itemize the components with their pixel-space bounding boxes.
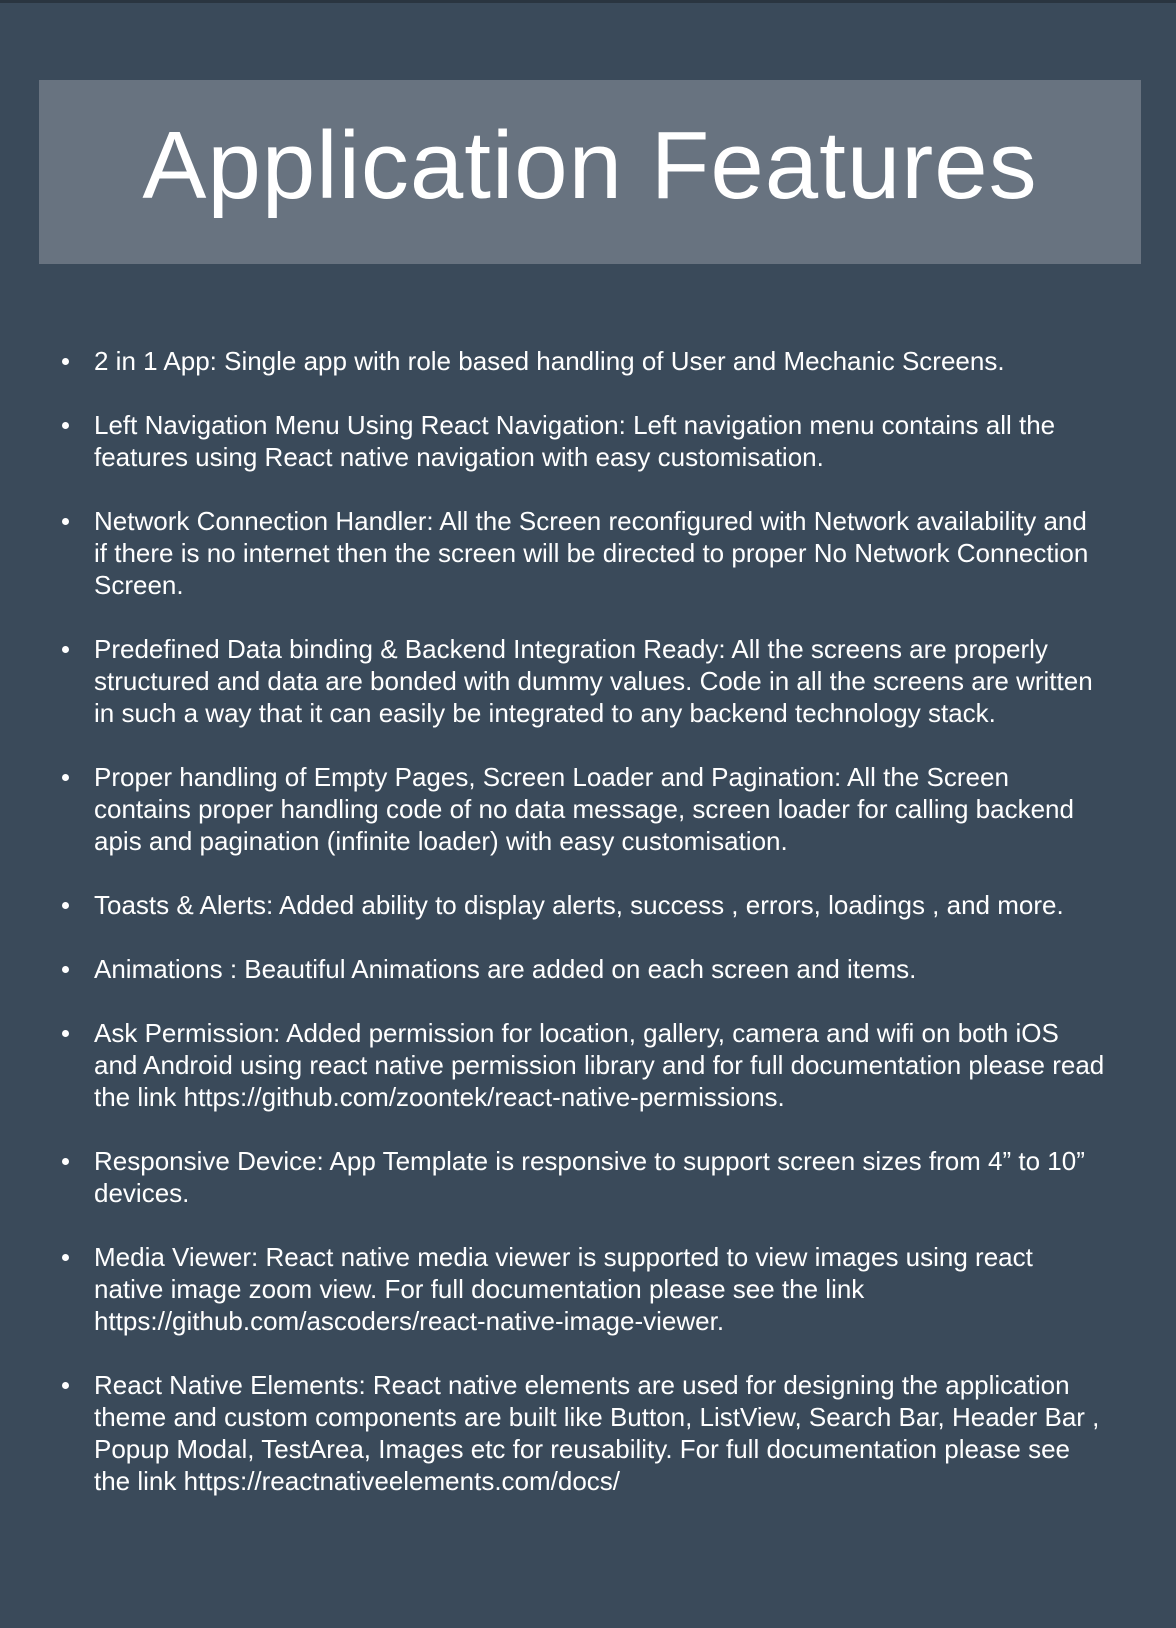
bullet-icon	[62, 1158, 69, 1165]
feature-list	[0, 345, 1176, 1529]
feature-item-react-native-elements	[0, 1369, 1176, 1497]
bullet-icon	[62, 774, 69, 781]
feature-item-data-binding	[0, 633, 1176, 729]
feature-item-media-viewer	[0, 1241, 1176, 1337]
feature-text: Animations : Beautiful Animations are added on each screen and items.	[94, 954, 917, 984]
feature-text: React Native Elements: React native elements are used for designing the application theme and custom components are built like Button, ListView, Search Bar, Header Bar , Popup Modal, TestArea, Images etc for reusability. For full documentation please see the link https://reactnativeelements.com/docs/	[94, 1370, 1100, 1496]
bullet-icon	[62, 966, 69, 973]
feature-text: Left Navigation Menu Using React Navigation: Left navigation menu contains all the features using React native navigation with easy customisation.	[94, 410, 1056, 472]
feature-item-two-in-one	[0, 345, 1176, 377]
bullet-icon	[62, 1030, 69, 1037]
title-banner	[39, 80, 1141, 264]
feature-text: Media Viewer: React native media viewer is supported to view images using react native image zoom view. For full documentation please see the link https://github.com/ascoders/react-native-image-viewer.	[94, 1242, 1033, 1336]
feature-text: Toasts & Alerts: Added ability to display alerts, success , errors, loadings , and more.	[94, 890, 1064, 920]
feature-text: Network Connection Handler: All the Screen reconfigured with Network availability and if there is no internet then the screen will be directed to proper No Network Connection Screen.	[94, 506, 1089, 600]
feature-text: Predefined Data binding & Backend Integration Ready: All the screens are properly structured and data are bonded with dummy values. Code in all the screens are written in such a way that it can easily be integrated to any backend technology stack.	[94, 634, 1093, 728]
bullet-icon	[62, 422, 69, 429]
feature-item-network-handler	[0, 505, 1176, 601]
feature-item-animations	[0, 953, 1176, 985]
bullet-icon	[62, 646, 69, 653]
feature-text: Ask Permission: Added permission for location, gallery, camera and wifi on both iOS and Android using react native permission library and for full documentation please read the link https://github.com/zoontek/react-native-permissions.	[94, 1018, 1105, 1112]
feature-text: Responsive Device: App Template is responsive to support screen sizes from 4” to 10” devices.	[94, 1146, 1085, 1208]
bullet-icon	[62, 1382, 69, 1389]
feature-text: Proper handling of Empty Pages, Screen Loader and Pagination: All the Screen contains proper handling code of no data message, screen loader for calling backend apis and pagination (infinite loader) with easy customisation.	[94, 762, 1074, 856]
feature-item-responsive-device	[0, 1145, 1176, 1209]
feature-item-toasts-alerts	[0, 889, 1176, 921]
feature-item-empty-pages	[0, 761, 1176, 857]
bullet-icon	[62, 902, 69, 909]
page-title: Application Features	[142, 112, 1038, 219]
bullet-icon	[62, 358, 69, 365]
bullet-icon	[62, 1254, 69, 1261]
feature-item-left-navigation	[0, 409, 1176, 473]
feature-item-ask-permission	[0, 1017, 1176, 1113]
feature-text: 2 in 1 App: Single app with role based handling of User and Mechanic Screens.	[94, 346, 1005, 376]
top-edge-divider	[0, 0, 1176, 3]
bullet-icon	[62, 518, 69, 525]
